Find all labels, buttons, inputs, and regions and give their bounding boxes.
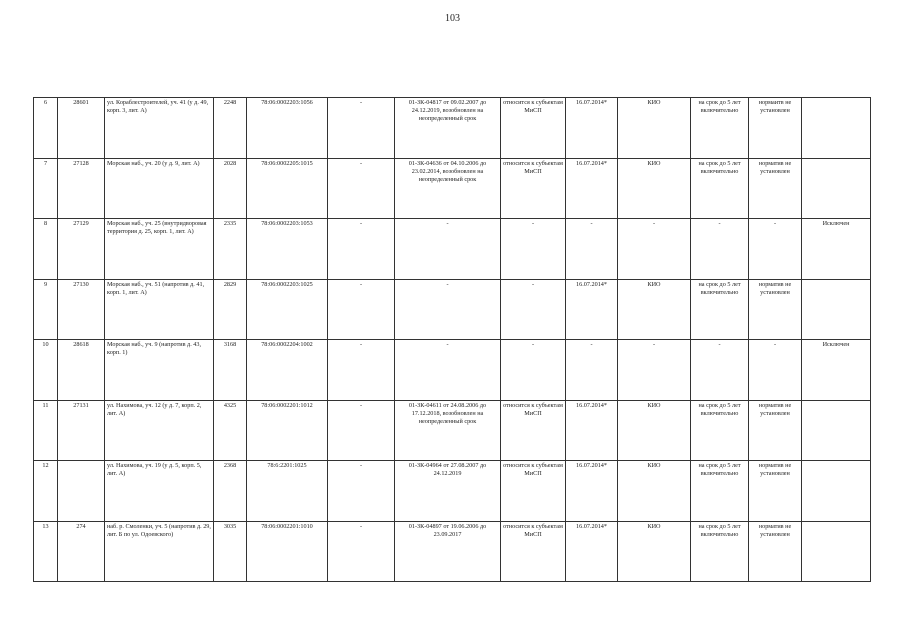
cell-note — [802, 98, 871, 159]
cell-note — [802, 279, 871, 340]
cell-business-category: - — [501, 219, 566, 280]
cell-cadastral-number: 78:06:0002203:1056 — [247, 98, 328, 159]
cell-area: 4325 — [214, 400, 247, 461]
cell-area: 2248 — [214, 98, 247, 159]
cell-plot-id: 27128 — [58, 158, 105, 219]
cell-norm: нормаитв не установлен — [749, 98, 802, 159]
cell-norm: норматив не установлен — [749, 158, 802, 219]
table-row — [34, 461, 871, 522]
cell-agency: КИО — [618, 279, 691, 340]
cell-agency: КИО — [618, 461, 691, 522]
cell-area: 3168 — [214, 340, 247, 401]
cell-address: Морская наб., уч. 25 (внутридворовая территория д. 25, корп. 1, лит. А) — [105, 219, 214, 280]
cell-agency: - — [618, 219, 691, 280]
cell-business-category: - — [501, 279, 566, 340]
cell-cadastral-number: 78:06:0002203:1025 — [247, 279, 328, 340]
cell-plot-id — [58, 461, 105, 522]
cell-business-category: относится к субъектам МиСП — [501, 400, 566, 461]
cell-address: ул. Нахимова, уч. 19 (у д. 5, корп. 5, лит. А) — [105, 461, 214, 522]
cell-agency: КИО — [618, 158, 691, 219]
cell-address: ул. Нахимова, уч. 12 (у д. 7, корп. 2, лит. А) — [105, 400, 214, 461]
cell-term: на срок до 5 лет включительно — [691, 400, 749, 461]
cell-date: 16.07.2014* — [566, 158, 618, 219]
cell-zone: - — [328, 158, 395, 219]
cell-zone: - — [328, 279, 395, 340]
cell-business-category: относится к субъектам МиСП — [501, 461, 566, 522]
cell-note — [802, 158, 871, 219]
cell-norm: норматив не установлен — [749, 461, 802, 522]
cell-cadastral-number: 78:06:0002205:1015 — [247, 158, 328, 219]
cell-norm: норматив не установлен — [749, 279, 802, 340]
cell-contract-info: 01-ЗК-04964 от 27.08.2007 до 24.12.2019 — [395, 461, 501, 522]
cell-contract-info: - — [395, 340, 501, 401]
cell-plot-id: 28601 — [58, 98, 105, 159]
cell-cadastral-number: 78:06:0002203:1053 — [247, 219, 328, 280]
cell-term: на срок до 5 лет включительно — [691, 98, 749, 159]
cell-norm: норматив не установлен — [749, 400, 802, 461]
cell-note: Исключен — [802, 340, 871, 401]
cell-term: на срок до 5 лет включительно — [691, 461, 749, 522]
cell-address: ул. Кораблестроителей, уч. 41 (у д. 49, корп. 3, лит. А) — [105, 98, 214, 159]
cell-business-category: - — [501, 340, 566, 401]
cell-zone: - — [328, 219, 395, 280]
table-row — [34, 279, 871, 340]
cell-area: 2368 — [214, 461, 247, 522]
cell-note — [802, 400, 871, 461]
cell-address: Морская наб., уч. 51 (напротив д. 41, корп. 1, лит. А) — [105, 279, 214, 340]
cell-area: 3035 — [214, 521, 247, 582]
cell-note — [802, 521, 871, 582]
cell-date: 16.07.2014* — [566, 521, 618, 582]
cell-row-number: 6 — [34, 98, 58, 159]
cell-plot-id: 27130 — [58, 279, 105, 340]
cell-date: - — [566, 340, 618, 401]
cell-zone: - — [328, 98, 395, 159]
cell-cadastral-number: 78:06:0002204:1002 — [247, 340, 328, 401]
page-number: 103 — [445, 13, 460, 24]
cell-area: 2028 — [214, 158, 247, 219]
cell-date: 16.07.2014* — [566, 279, 618, 340]
cell-area: 2829 — [214, 279, 247, 340]
cell-row-number: 10 — [34, 340, 58, 401]
cell-address: Морская наб., уч. 9 (напротив д. 43, корп. 1) — [105, 340, 214, 401]
cell-plot-id: 27131 — [58, 400, 105, 461]
cell-row-number: 11 — [34, 400, 58, 461]
cell-business-category: относится к субъектам МиСП — [501, 158, 566, 219]
cell-norm: норматив не установлен — [749, 521, 802, 582]
table-row — [34, 158, 871, 219]
cell-row-number: 7 — [34, 158, 58, 219]
cell-plot-id: 28618 — [58, 340, 105, 401]
cell-zone: - — [328, 340, 395, 401]
cell-term: - — [691, 219, 749, 280]
cell-norm: - — [749, 219, 802, 280]
cell-plot-id: 274 — [58, 521, 105, 582]
cell-row-number: 8 — [34, 219, 58, 280]
cell-row-number: 9 — [34, 279, 58, 340]
cell-term: на срок до 5 лет включительно — [691, 279, 749, 340]
cell-date: 16.07.2014* — [566, 98, 618, 159]
land-plot-registry-table — [33, 97, 871, 582]
cell-date: 16.07.2014* — [566, 461, 618, 522]
cell-address: наб. р. Смоленки, уч. 5 (напротив д. 29, лит. Б по ул. Одоевского) — [105, 521, 214, 582]
cell-contract-info: 01-ЗК-04611 от 24.08.2006 до 17.12.2018, возобновлен на неопределенный срок — [395, 400, 501, 461]
cell-contract-info: 01-ЗК-04897 от 19.06.2006 до 23.09.2017 — [395, 521, 501, 582]
cell-contract-info: 01-ЗК-04636 от 04.10.2006 до 23.02.2014, возобновлен на неопределенный срок — [395, 158, 501, 219]
cell-note — [802, 461, 871, 522]
cell-note: Исключен — [802, 219, 871, 280]
cell-zone: - — [328, 521, 395, 582]
table-row — [34, 521, 871, 582]
table-row — [34, 219, 871, 280]
cell-term: - — [691, 340, 749, 401]
cell-cadastral-number: 78:06:0002201:1012 — [247, 400, 328, 461]
cell-zone: - — [328, 461, 395, 522]
cell-agency: КИО — [618, 400, 691, 461]
cell-zone: - — [328, 400, 395, 461]
cell-row-number: 13 — [34, 521, 58, 582]
cell-cadastral-number: 78:6:2201:1025 — [247, 461, 328, 522]
cell-term: на срок до 5 лет включительно — [691, 521, 749, 582]
cell-term: на срок до 5 лет включительно — [691, 158, 749, 219]
cell-date: - — [566, 219, 618, 280]
cell-agency: КИО — [618, 98, 691, 159]
cell-norm: - — [749, 340, 802, 401]
cell-contract-info: - — [395, 279, 501, 340]
cell-plot-id: 27129 — [58, 219, 105, 280]
cell-agency: - — [618, 340, 691, 401]
cell-area: 2335 — [214, 219, 247, 280]
cell-agency: КИО — [618, 521, 691, 582]
cell-business-category: относится к субъектам МиСП — [501, 521, 566, 582]
table-row — [34, 98, 871, 159]
cell-contract-info: - — [395, 219, 501, 280]
cell-cadastral-number: 78:06:0002201:1010 — [247, 521, 328, 582]
cell-contract-info: 01-ЗК-04817 от 09.02.2007 до 24.12.2019, возобновлен на неопределенный срок — [395, 98, 501, 159]
cell-address: Морская наб., уч. 20 (у д. 9, лит. А) — [105, 158, 214, 219]
cell-row-number: 12 — [34, 461, 58, 522]
table-row — [34, 400, 871, 461]
cell-business-category: относится к субъектам МиСП — [501, 98, 566, 159]
cell-date: 16.07.2014* — [566, 400, 618, 461]
table-row — [34, 340, 871, 401]
